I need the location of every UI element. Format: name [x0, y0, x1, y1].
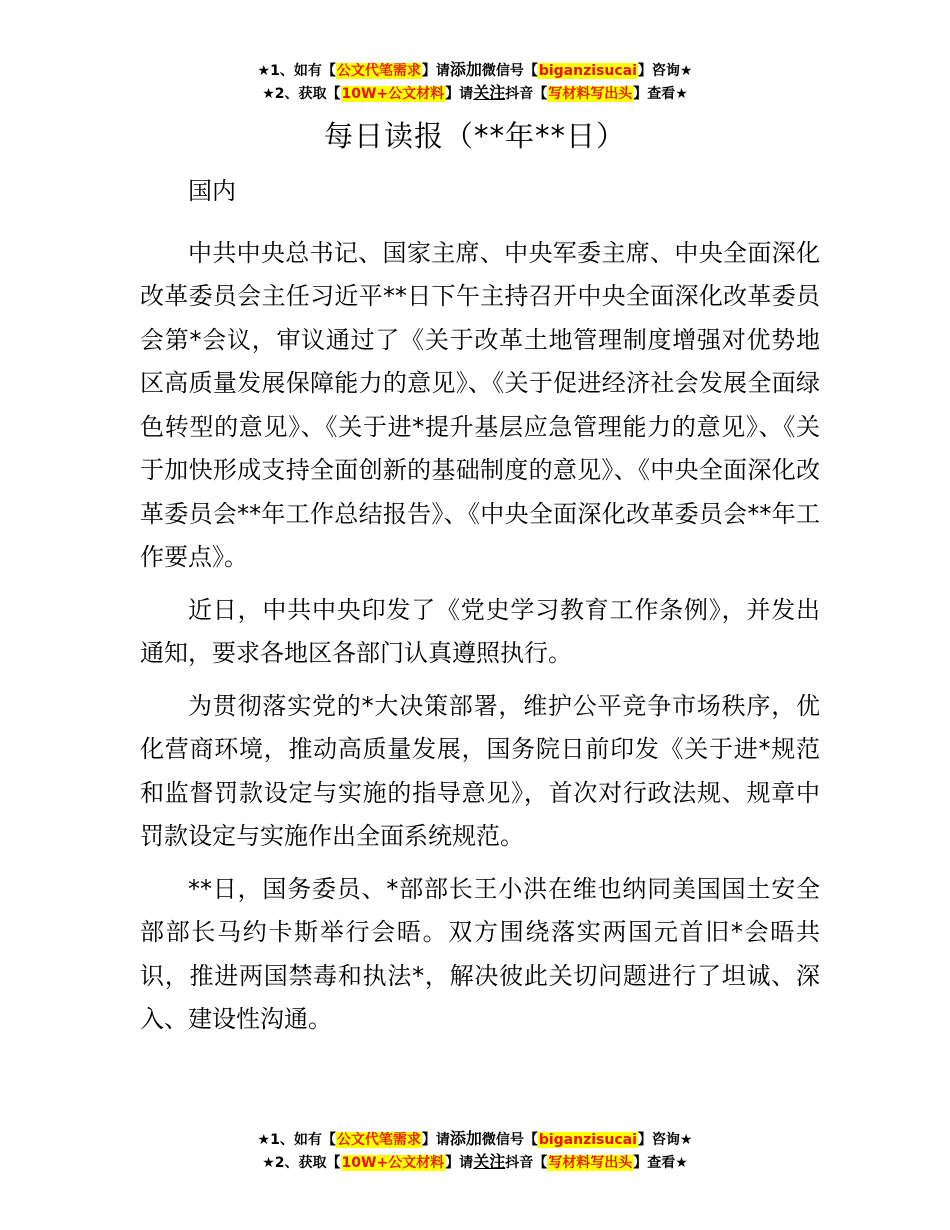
highlight-douyin-id: 写材料写出头 [548, 86, 633, 102]
highlight-ghostwriting: 公文代笔需求 [336, 63, 421, 79]
banner-text: 微信号【 [481, 1132, 538, 1148]
banner-line-2 [0, 1151, 950, 1174]
banner-text: 】查看★ [633, 1155, 688, 1171]
banner-text: 】请 [445, 1155, 474, 1171]
highlight-materials: 10W+公文材料 [341, 1155, 445, 1171]
highlight-materials: 10W+公文材料 [341, 86, 445, 102]
paragraph: 中共中央总书记、国家主席、中央军委主席、中央全面深化改革委员会主任习近平**日下午主持召开中央全面深化改革委员会第*会议，审议通过了《关于改革土地管理制度增强对优势地区高质量发展保障能力的意见》、《关于促进经济社会发展全面绿色转型的意见》、《关于进*提升基层应急管理能力的意见》、《关于加快形成支持全面创新的基础制度的意见》、《中央全面深化改革委员会**年工作总结报告》、《中央全面深化改革委员会**年工作要点》。 [140, 238, 820, 571]
highlight-douyin-id: 写材料写出头 [548, 1155, 633, 1171]
highlight-wechat-id: biganzisucai [538, 63, 637, 79]
paragraph: 近日，中共中央印发了《党史学习教育工作条例》，并发出通知，要求各地区各部门认真遵照执行。 [140, 595, 820, 667]
emphasis-add: 添加 [449, 60, 482, 79]
banner-text: 】请 [421, 1132, 450, 1148]
banner-text: ★2、获取【 [262, 1155, 341, 1171]
banner-line-2 [0, 82, 950, 105]
banner-line-1 [0, 59, 950, 82]
emphasis-follow: 关注 [473, 1152, 506, 1171]
footer-banner [0, 1128, 950, 1174]
banner-text: 抖音【 [505, 86, 548, 102]
banner-text: ★1、如有【 [257, 63, 336, 79]
banner-line-1 [0, 1128, 950, 1151]
emphasis-follow: 关注 [473, 83, 506, 102]
emphasis-add: 添加 [449, 1129, 482, 1148]
banner-text: 微信号【 [481, 63, 538, 79]
banner-text: ★2、获取【 [262, 86, 341, 102]
paragraph: 为贯彻落实党的*大决策部署，维护公平竞争市场秩序，优化营商环境，推动高质量发展，国务院日前印发《关于进*规范和监督罚款设定与实施的指导意见》，首次对行政法规、规章中罚款设定与实施作出全面系统规范。 [140, 691, 820, 850]
banner-text: ★1、如有【 [257, 1132, 336, 1148]
highlight-ghostwriting: 公文代笔需求 [336, 1132, 421, 1148]
banner-text: 】查看★ [633, 86, 688, 102]
banner-text: 】咨询★ [637, 63, 693, 79]
document-body [140, 170, 820, 1051]
banner-text: 抖音【 [505, 1155, 548, 1171]
document-title: 每日读报（**年**日） [323, 119, 626, 153]
banner-text: 】请 [445, 86, 474, 102]
paragraph: **日，国务委员、*部部长王小洪在维也纳同美国国土安全部部长马约卡斯举行会晤。双方围绕落实两国元首旧*会晤共识，推进两国禁毒和执法*，解决彼此关切问题进行了坦诚、深入、建设性沟通。 [140, 874, 820, 1033]
banner-text: 】咨询★ [637, 1132, 693, 1148]
section-heading: 国内 [188, 177, 236, 205]
highlight-wechat-id: biganzisucai [538, 1132, 637, 1148]
banner-text: 】请 [421, 63, 450, 79]
header-banner [0, 59, 950, 105]
